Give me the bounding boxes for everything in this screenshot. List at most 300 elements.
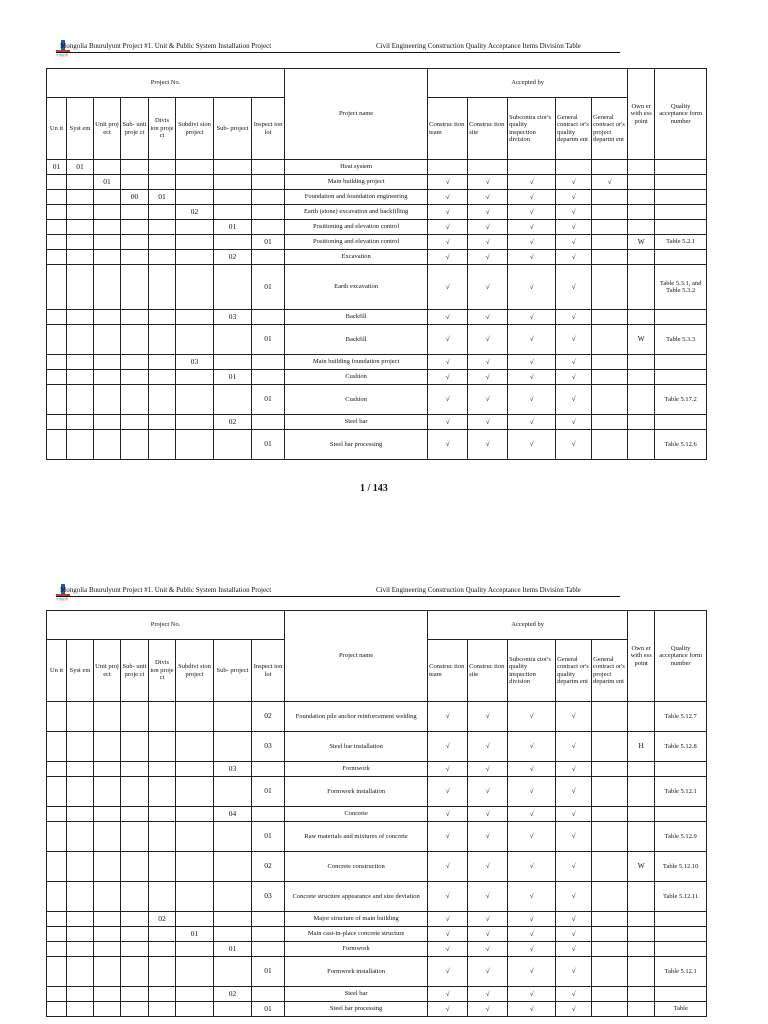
code-cell xyxy=(149,355,176,370)
check-mark-cell: √ xyxy=(428,957,468,987)
check-mark-cell: √ xyxy=(508,370,556,385)
check-mark-cell xyxy=(592,822,628,852)
code-cell xyxy=(252,205,285,220)
code-cell xyxy=(47,732,67,762)
code-cell xyxy=(176,235,214,250)
code-cell: 03 xyxy=(176,355,214,370)
check-mark-cell: √ xyxy=(508,912,556,927)
code-cell xyxy=(121,310,149,325)
table-row xyxy=(47,882,707,912)
check-mark-cell: √ xyxy=(468,912,508,927)
check-mark-cell: √ xyxy=(468,852,508,882)
project-name-cell: Formwork xyxy=(285,942,428,957)
code-cell xyxy=(149,957,176,987)
check-mark-cell: √ xyxy=(428,370,468,385)
code-cell xyxy=(149,325,176,355)
check-mark-cell xyxy=(592,942,628,957)
code-cell xyxy=(149,702,176,732)
code-cell xyxy=(67,732,94,762)
check-mark-cell: √ xyxy=(556,370,592,385)
code-cell xyxy=(67,310,94,325)
code-cell xyxy=(47,265,67,310)
code-cell xyxy=(67,957,94,987)
code-cell xyxy=(94,265,121,310)
code-cell xyxy=(67,190,94,205)
project-name-cell: Steel bar xyxy=(285,415,428,430)
code-cell xyxy=(121,927,149,942)
owner-witness-cell xyxy=(628,250,655,265)
check-mark-cell: √ xyxy=(428,250,468,265)
table-row xyxy=(47,370,707,385)
code-cell xyxy=(149,385,176,415)
code-cell xyxy=(121,882,149,912)
code-cell: 01 xyxy=(252,430,285,460)
code-cell xyxy=(176,762,214,777)
table-row xyxy=(47,430,707,460)
code-cell xyxy=(149,987,176,1002)
page-number: 1 / 143 xyxy=(360,483,388,494)
code-cell xyxy=(214,777,252,807)
check-mark-cell xyxy=(592,220,628,235)
project-name-cell: Main building project xyxy=(285,175,428,190)
check-mark-cell: √ xyxy=(468,732,508,762)
code-cell xyxy=(67,942,94,957)
check-mark-cell: √ xyxy=(428,927,468,942)
code-cell xyxy=(121,852,149,882)
code-cell xyxy=(47,957,67,987)
owner-witness-cell xyxy=(628,1002,655,1017)
code-cell xyxy=(149,310,176,325)
code-cell xyxy=(47,777,67,807)
check-mark-cell: √ xyxy=(428,852,468,882)
code-cell xyxy=(94,370,121,385)
form-number-cell xyxy=(655,942,707,957)
code-cell xyxy=(121,370,149,385)
code-cell xyxy=(214,385,252,415)
table-row xyxy=(47,987,707,1002)
check-mark-cell: √ xyxy=(428,415,468,430)
check-mark-cell: √ xyxy=(428,762,468,777)
code-cell xyxy=(94,160,121,175)
owner-witness-cell xyxy=(628,822,655,852)
code-cell xyxy=(176,190,214,205)
code-cell xyxy=(252,912,285,927)
header-sub-project: Sub- project xyxy=(214,640,252,702)
check-mark-cell xyxy=(592,325,628,355)
header-rule xyxy=(56,596,620,597)
owner-witness-cell xyxy=(628,882,655,912)
header-owner-witness: Own er with ess point xyxy=(628,69,655,160)
project-name-cell: Steel bar installation xyxy=(285,732,428,762)
table-row xyxy=(47,220,707,235)
header-inspection-lot: Inspect ion lot xyxy=(252,640,285,702)
code-cell: 03 xyxy=(252,732,285,762)
owner-witness-cell xyxy=(628,175,655,190)
form-number-cell: Table 5.12.7 xyxy=(655,702,707,732)
code-cell xyxy=(149,235,176,250)
check-mark-cell: √ xyxy=(468,250,508,265)
owner-witness-cell: H xyxy=(628,732,655,762)
check-mark-cell: √ xyxy=(556,957,592,987)
owner-witness-cell xyxy=(628,957,655,987)
owner-witness-cell: W xyxy=(628,852,655,882)
header-table-title: Civil Engineering Construction Quality Acceptance Items Division Table xyxy=(376,586,581,594)
form-number-cell xyxy=(655,250,707,265)
code-cell xyxy=(47,205,67,220)
code-cell xyxy=(121,807,149,822)
form-number-cell: Table 5.17.2 xyxy=(655,385,707,415)
owner-witness-cell xyxy=(628,927,655,942)
code-cell xyxy=(149,882,176,912)
check-mark-cell xyxy=(592,205,628,220)
check-mark-cell: √ xyxy=(508,942,556,957)
check-mark-cell xyxy=(592,702,628,732)
code-cell xyxy=(47,702,67,732)
code-cell: 01 xyxy=(214,370,252,385)
code-cell xyxy=(176,160,214,175)
code-cell xyxy=(94,235,121,250)
check-mark-cell: √ xyxy=(508,355,556,370)
code-cell: 01 xyxy=(252,325,285,355)
form-number-cell: Table 5.3.1, and Table 5.3.2 xyxy=(655,265,707,310)
check-mark-cell: √ xyxy=(508,250,556,265)
check-mark-cell: √ xyxy=(428,732,468,762)
check-mark-cell: √ xyxy=(428,190,468,205)
code-cell xyxy=(252,987,285,1002)
project-name-cell: Steel bar xyxy=(285,987,428,1002)
code-cell xyxy=(94,732,121,762)
header-sub-project: Sub- project xyxy=(214,98,252,160)
code-cell: 03 xyxy=(214,762,252,777)
check-mark-cell: √ xyxy=(468,777,508,807)
code-cell xyxy=(149,927,176,942)
header-gc-quality-dept: General contract or's quality departm ent xyxy=(556,98,592,160)
check-mark-cell: √ xyxy=(508,822,556,852)
code-cell xyxy=(121,912,149,927)
check-mark-cell xyxy=(592,927,628,942)
check-mark-cell xyxy=(592,957,628,987)
code-cell xyxy=(67,927,94,942)
code-cell xyxy=(214,957,252,987)
header-sub-unit-project: Sub- unit proje ct xyxy=(121,98,149,160)
code-cell xyxy=(121,325,149,355)
code-cell: 01 xyxy=(47,160,67,175)
form-number-cell: Table 5.12.1 xyxy=(655,957,707,987)
check-mark-cell xyxy=(592,265,628,310)
code-cell xyxy=(47,882,67,912)
table-row xyxy=(47,325,707,355)
code-cell: 01 xyxy=(252,265,285,310)
code-cell xyxy=(176,430,214,460)
check-mark-cell: √ xyxy=(468,235,508,250)
form-number-cell xyxy=(655,205,707,220)
check-mark-cell: √ xyxy=(428,777,468,807)
table-row xyxy=(47,942,707,957)
code-cell xyxy=(67,807,94,822)
check-mark-cell: √ xyxy=(508,927,556,942)
code-cell xyxy=(94,250,121,265)
code-cell xyxy=(94,807,121,822)
owner-witness-cell xyxy=(628,370,655,385)
code-cell xyxy=(149,160,176,175)
code-cell xyxy=(94,430,121,460)
table-row xyxy=(47,355,707,370)
code-cell xyxy=(121,355,149,370)
form-number-cell: Table 5.12.6 xyxy=(655,430,707,460)
check-mark-cell: √ xyxy=(508,430,556,460)
project-name-cell: Raw materials and mixtures of concrete xyxy=(285,822,428,852)
code-cell xyxy=(94,927,121,942)
form-number-cell xyxy=(655,190,707,205)
header-subcontractor: Subcontra ctor's quality inspection division xyxy=(508,640,556,702)
header-owner-witness: Own er with ess point xyxy=(628,611,655,702)
code-cell xyxy=(121,250,149,265)
code-cell xyxy=(176,385,214,415)
table-row xyxy=(47,190,707,205)
project-name-cell: Foundation pile anchor reinforcement welding xyxy=(285,702,428,732)
code-cell xyxy=(67,175,94,190)
check-mark-cell xyxy=(592,415,628,430)
code-cell xyxy=(121,777,149,807)
check-mark-cell: √ xyxy=(428,942,468,957)
owner-witness-cell xyxy=(628,355,655,370)
code-cell xyxy=(252,807,285,822)
table-row xyxy=(47,912,707,927)
code-cell xyxy=(121,957,149,987)
owner-witness-cell xyxy=(628,160,655,175)
code-cell: 00 xyxy=(121,190,149,205)
code-cell xyxy=(176,957,214,987)
code-cell xyxy=(176,250,214,265)
check-mark-cell: √ xyxy=(468,807,508,822)
check-mark-cell: √ xyxy=(428,430,468,460)
form-number-cell xyxy=(655,807,707,822)
header-unit: Un it xyxy=(47,640,67,702)
check-mark-cell xyxy=(592,190,628,205)
header-project-title: Mongolia Buurulyunt Project #1. Unit & Public System Installation Project xyxy=(60,42,272,50)
code-cell xyxy=(176,942,214,957)
code-cell xyxy=(149,220,176,235)
code-cell xyxy=(214,732,252,762)
code-cell xyxy=(94,415,121,430)
code-cell xyxy=(176,987,214,1002)
project-name-cell: Main cast-in-place concrete structure xyxy=(285,927,428,942)
check-mark-cell: √ xyxy=(428,822,468,852)
code-cell xyxy=(252,250,285,265)
check-mark-cell: √ xyxy=(428,265,468,310)
code-cell xyxy=(67,385,94,415)
code-cell xyxy=(214,882,252,912)
check-mark-cell: √ xyxy=(556,942,592,957)
code-cell: 01 xyxy=(252,777,285,807)
header-accepted-by: Accepted by xyxy=(428,611,628,640)
project-name-cell: Earth excavation xyxy=(285,265,428,310)
code-cell xyxy=(214,355,252,370)
code-cell: 04 xyxy=(214,807,252,822)
check-mark-cell: √ xyxy=(508,325,556,355)
check-mark-cell: √ xyxy=(428,325,468,355)
code-cell: 01 xyxy=(252,957,285,987)
code-cell xyxy=(176,220,214,235)
code-cell xyxy=(121,430,149,460)
check-mark-cell: √ xyxy=(556,205,592,220)
owner-witness-cell xyxy=(628,430,655,460)
header-project-no: Project No. xyxy=(47,69,285,98)
project-name-cell: Concrete structure appearance and size deviation xyxy=(285,882,428,912)
check-mark-cell: √ xyxy=(508,852,556,882)
header-construction-team: Construc tion team xyxy=(428,98,468,160)
code-cell xyxy=(214,852,252,882)
code-cell xyxy=(176,415,214,430)
check-mark-cell: √ xyxy=(508,762,556,777)
code-cell: 01 xyxy=(67,160,94,175)
project-name-cell: Positioning and elevation control xyxy=(285,220,428,235)
owner-witness-cell xyxy=(628,220,655,235)
project-name-cell: Heat system xyxy=(285,160,428,175)
code-cell xyxy=(121,235,149,250)
header-project-no: Project No. xyxy=(47,611,285,640)
header-construction-team: Construc tion team xyxy=(428,640,468,702)
header-subdivision-project: Subdivi sion project xyxy=(176,640,214,702)
code-cell xyxy=(252,370,285,385)
code-cell xyxy=(47,927,67,942)
check-mark-cell: √ xyxy=(468,325,508,355)
code-cell xyxy=(67,265,94,310)
code-cell xyxy=(47,430,67,460)
header-construction-site: Construc tion site xyxy=(468,98,508,160)
project-name-cell: Backfill xyxy=(285,325,428,355)
table-row xyxy=(47,732,707,762)
code-cell xyxy=(214,822,252,852)
check-mark-cell: √ xyxy=(508,777,556,807)
code-cell xyxy=(176,777,214,807)
check-mark-cell: √ xyxy=(508,205,556,220)
code-cell xyxy=(121,732,149,762)
check-mark-cell: √ xyxy=(468,205,508,220)
check-mark-cell: √ xyxy=(428,385,468,415)
project-name-cell: Earth (stone) excavation and backfilling xyxy=(285,205,428,220)
code-cell xyxy=(94,325,121,355)
check-mark-cell: √ xyxy=(428,807,468,822)
check-mark-cell: √ xyxy=(468,882,508,912)
code-cell xyxy=(149,370,176,385)
code-cell xyxy=(94,762,121,777)
table-row xyxy=(47,175,707,190)
code-cell xyxy=(67,415,94,430)
header-division-project: Divis ion proje ct xyxy=(149,98,176,160)
header-inspection-lot: Inspect ion lot xyxy=(252,98,285,160)
code-cell xyxy=(214,325,252,355)
code-cell xyxy=(67,702,94,732)
company-logo: 中国能建 xyxy=(56,584,70,600)
table-row xyxy=(47,160,707,175)
check-mark-cell: √ xyxy=(556,385,592,415)
check-mark-cell: √ xyxy=(556,732,592,762)
check-mark-cell: √ xyxy=(508,882,556,912)
code-cell xyxy=(176,370,214,385)
check-mark-cell: √ xyxy=(556,987,592,1002)
check-mark-cell: √ xyxy=(468,175,508,190)
check-mark-cell xyxy=(592,370,628,385)
check-mark-cell xyxy=(428,160,468,175)
code-cell: 01 xyxy=(149,190,176,205)
check-mark-cell: √ xyxy=(556,415,592,430)
project-name-cell: Excavation xyxy=(285,250,428,265)
code-cell xyxy=(252,355,285,370)
check-mark-cell xyxy=(592,732,628,762)
check-mark-cell: √ xyxy=(468,942,508,957)
header-gc-project-dept: General contract or's project departm ent xyxy=(592,98,628,160)
form-number-cell xyxy=(655,762,707,777)
code-cell xyxy=(67,325,94,355)
check-mark-cell: √ xyxy=(468,310,508,325)
check-mark-cell: √ xyxy=(428,912,468,927)
code-cell xyxy=(47,250,67,265)
check-mark-cell: √ xyxy=(468,702,508,732)
owner-witness-cell xyxy=(628,987,655,1002)
check-mark-cell: √ xyxy=(468,190,508,205)
check-mark-cell: √ xyxy=(556,912,592,927)
check-mark-cell xyxy=(592,355,628,370)
form-number-cell xyxy=(655,175,707,190)
owner-witness-cell xyxy=(628,415,655,430)
code-cell xyxy=(149,265,176,310)
owner-witness-cell xyxy=(628,310,655,325)
check-mark-cell: √ xyxy=(468,370,508,385)
check-mark-cell: √ xyxy=(556,175,592,190)
code-cell xyxy=(214,702,252,732)
check-mark-cell: √ xyxy=(428,702,468,732)
code-cell: 03 xyxy=(214,310,252,325)
check-mark-cell: √ xyxy=(468,762,508,777)
project-name-cell: Main building foundation project xyxy=(285,355,428,370)
code-cell xyxy=(149,807,176,822)
code-cell xyxy=(214,235,252,250)
project-name-cell: Cushion xyxy=(285,370,428,385)
code-cell: 01 xyxy=(252,822,285,852)
header-system: Syst em xyxy=(67,98,94,160)
header-unit-project: Unit proj ect xyxy=(94,98,121,160)
code-cell xyxy=(94,852,121,882)
header-quality-form: Quality acceptance form number xyxy=(655,611,707,702)
code-cell xyxy=(121,762,149,777)
table-row xyxy=(47,702,707,732)
header-gc-quality-dept: General contract or's quality departm ent xyxy=(556,640,592,702)
table-row xyxy=(47,265,707,310)
quality-acceptance-table xyxy=(46,610,707,1017)
code-cell: 01 xyxy=(214,220,252,235)
check-mark-cell: √ xyxy=(508,175,556,190)
table-row xyxy=(47,1002,707,1017)
check-mark-cell: √ xyxy=(468,987,508,1002)
check-mark-cell: √ xyxy=(508,220,556,235)
check-mark-cell: √ xyxy=(556,310,592,325)
project-name-cell: Formwork installation xyxy=(285,777,428,807)
code-cell xyxy=(176,265,214,310)
code-cell xyxy=(149,1002,176,1017)
code-cell xyxy=(214,175,252,190)
code-cell xyxy=(94,912,121,927)
header-quality-form: Quality acceptance form number xyxy=(655,69,707,160)
quality-acceptance-table xyxy=(46,68,707,460)
code-cell: 01 xyxy=(176,927,214,942)
form-number-cell: Table 5.12.8 xyxy=(655,732,707,762)
check-mark-cell: √ xyxy=(508,265,556,310)
check-mark-cell xyxy=(592,160,628,175)
owner-witness-cell xyxy=(628,190,655,205)
code-cell xyxy=(67,205,94,220)
code-cell xyxy=(94,942,121,957)
